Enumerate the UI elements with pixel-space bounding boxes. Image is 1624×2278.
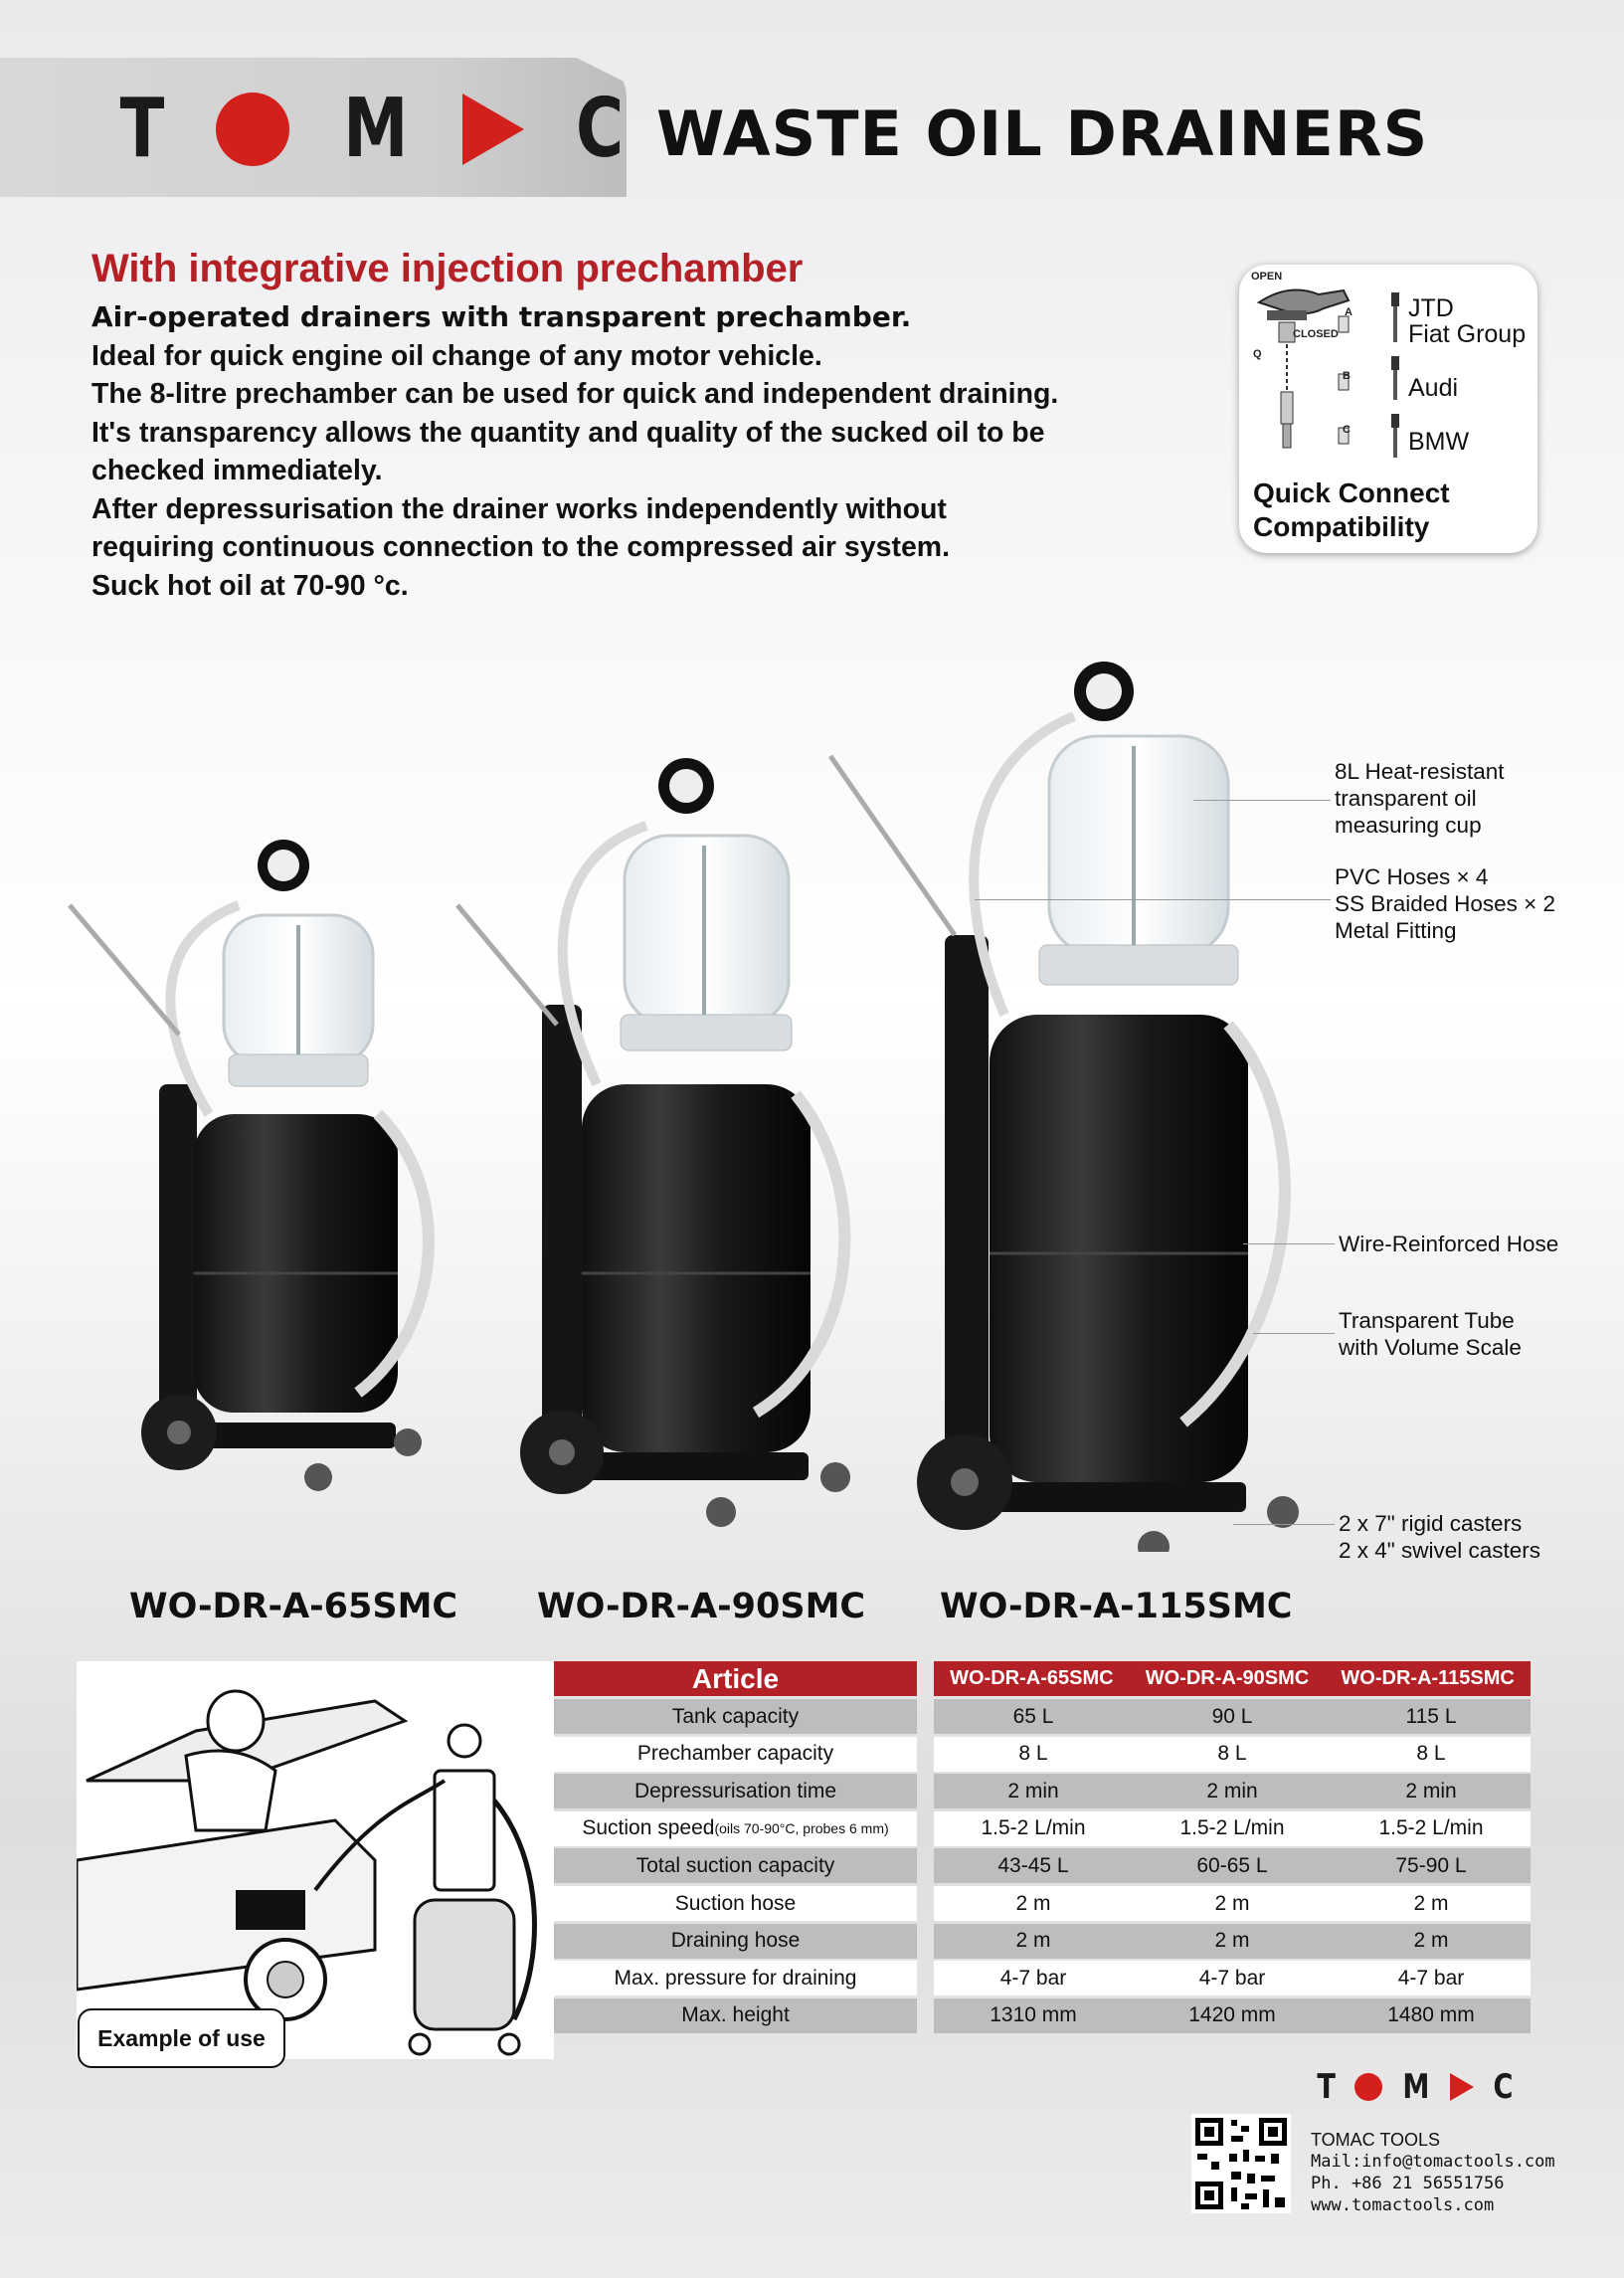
table-row — [554, 1961, 1560, 1995]
table-cell: 1.5-2 L/min — [934, 1811, 1133, 1846]
qr-code-icon[interactable] — [1191, 2114, 1291, 2213]
qc-jtd-label: JTD — [1408, 294, 1454, 322]
row-label-text: Suction hose — [674, 1891, 797, 1915]
logo-letter-t: T — [1317, 2067, 1336, 2107]
intro-line: Ideal for quick engine oil change of any motor vehicle. — [91, 339, 822, 372]
logo-letter-m: M — [1402, 2067, 1430, 2107]
article-header: Article — [554, 1661, 917, 1696]
callout-line — [1233, 1524, 1335, 1525]
table-row — [554, 1774, 1560, 1808]
row-label — [554, 1924, 917, 1959]
qc-audi-label: Audi — [1408, 374, 1459, 402]
table-cell: 8 L — [934, 1737, 1133, 1772]
tomac-logo — [114, 82, 630, 176]
table-cell: 2 m — [1332, 1886, 1531, 1921]
callout-text: measuring cup — [1335, 813, 1482, 838]
callout-hoses — [1335, 863, 1555, 944]
callout-text: 8L Heat-resistant — [1335, 759, 1505, 784]
table-cell: 2 m — [1133, 1924, 1332, 1959]
logo-letter-t: T — [119, 82, 165, 176]
table-cell: 43-45 L — [934, 1848, 1133, 1883]
intro-line: After depressurisation the drainer works independently without — [91, 492, 947, 525]
example-of-use-image — [77, 1661, 554, 2059]
table-cell: 60-65 L — [1133, 1848, 1332, 1883]
callout-text: transparent oil — [1335, 786, 1477, 811]
row-label — [554, 1886, 917, 1921]
callout-text: with Volume Scale — [1339, 1335, 1522, 1360]
table-cell: 8 L — [1332, 1737, 1531, 1772]
logo-red-circle-icon — [1353, 2072, 1383, 2102]
intro-text — [91, 298, 1215, 605]
callout-text: PVC Hoses × 4 — [1335, 864, 1489, 889]
intro-line: Air-operated drainers with transparent prechamber. — [91, 300, 912, 333]
qc-key-a: A — [1345, 306, 1353, 318]
row-label-text: Depressurisation time — [633, 1779, 837, 1803]
table-cell: 1420 mm — [1133, 1998, 1332, 2033]
model-name: WO-DR-A-90SMC — [537, 1587, 866, 1626]
table-cell: 65 L — [934, 1699, 1133, 1734]
row-label — [554, 1848, 917, 1883]
drainer-115-image — [830, 662, 1299, 1552]
callout-text: SS Braided Hoses × 2 — [1335, 891, 1556, 916]
drainer-90-image — [457, 758, 850, 1527]
table-row — [554, 1924, 1560, 1959]
table-col-header: WO-DR-A-65SMC — [950, 1667, 1114, 1689]
table-row — [554, 1998, 1560, 2033]
row-label-text: Total suction capacity — [635, 1853, 835, 1877]
callout-transparent-tube — [1339, 1307, 1522, 1361]
table-cell: 75-90 L — [1332, 1848, 1531, 1883]
drainer-65-image — [70, 840, 429, 1491]
contact-website[interactable]: www.tomactools.com — [1311, 2195, 1495, 2215]
qc-key-c: C — [1343, 424, 1351, 436]
row-label — [554, 1699, 917, 1734]
callout-text: Metal Fitting — [1335, 918, 1457, 943]
table-row — [554, 1886, 1560, 1921]
table-col-header: WO-DR-A-115SMC — [1341, 1667, 1515, 1689]
table-cell: 2 min — [1332, 1774, 1531, 1808]
row-label — [554, 1961, 917, 1995]
row-label-text: Max. pressure for draining — [614, 1966, 857, 1990]
callout-wire-hose — [1339, 1231, 1558, 1257]
callout-text: Wire-Reinforced Hose — [1339, 1232, 1559, 1256]
table-model-headers — [934, 1661, 1531, 1696]
table-row — [554, 1848, 1560, 1883]
example-label: Example of use — [78, 2008, 285, 2068]
jtd-fitting-icon — [1388, 292, 1402, 344]
audi-fitting-icon — [1388, 356, 1402, 402]
intro-line: It's transparency allows the quantity and quality of the sucked oil to be — [91, 416, 1045, 449]
quick-coupler-icon — [1249, 273, 1378, 472]
callout-text: 2 x 4" swivel casters — [1339, 1538, 1541, 1563]
qc-title-line: Compatibility — [1253, 511, 1430, 542]
row-label-text: Draining hose — [670, 1929, 801, 1953]
callout-line — [1243, 1243, 1335, 1244]
table-cell: 90 L — [1133, 1699, 1332, 1734]
table-cell: 1.5-2 L/min — [1133, 1811, 1332, 1846]
logo-letter-m: M — [343, 82, 409, 176]
table-cell: 2 m — [934, 1886, 1133, 1921]
table-row — [554, 1699, 1560, 1734]
model-name: WO-DR-A-65SMC — [129, 1587, 458, 1626]
example-sketch — [77, 1661, 554, 2059]
table-cell: 1310 mm — [934, 1998, 1133, 2033]
table-cell: 4-7 bar — [934, 1961, 1133, 1995]
callout-line — [1253, 1333, 1335, 1334]
logo-letter-c: C — [575, 82, 624, 176]
table-cell: 2 min — [934, 1774, 1133, 1808]
model-name: WO-DR-A-115SMC — [940, 1587, 1293, 1626]
contact-mail[interactable]: Mail:info@tomactools.com — [1311, 2152, 1555, 2172]
qc-title — [1253, 476, 1450, 544]
table-cell: 4-7 bar — [1133, 1961, 1332, 1995]
table-cell: 1.5-2 L/min — [1332, 1811, 1531, 1846]
row-label — [554, 1998, 917, 2033]
callout-line — [1193, 800, 1331, 801]
bmw-fitting-icon — [1388, 414, 1402, 460]
table-row — [554, 1737, 1560, 1772]
logo-red-triangle-icon — [1449, 2072, 1475, 2102]
intro-line: checked immediately. — [91, 455, 383, 486]
qc-bmw-label: BMW — [1408, 428, 1470, 456]
callout-text: 2 x 7" rigid casters — [1339, 1511, 1523, 1536]
logo-red-triangle-icon — [460, 92, 526, 167]
table-cell: 1480 mm — [1332, 1998, 1531, 2033]
qc-q-label: Q — [1253, 348, 1262, 360]
table-cell: 2 min — [1133, 1774, 1332, 1808]
contact-phone: Ph. +86 21 56551756 — [1311, 2174, 1505, 2193]
logo-red-circle-icon — [214, 91, 291, 168]
company-name: TOMAC TOOLS — [1311, 2130, 1441, 2150]
quick-connect-box — [1239, 265, 1537, 553]
intro-line: The 8-litre prechamber can be used for quick and independent draining. — [91, 378, 1059, 410]
callout-measuring-cup — [1335, 758, 1505, 839]
row-label-text: Max. height — [681, 2003, 790, 2027]
intro-line: Suck hot oil at 70-90 °c. — [91, 569, 409, 602]
table-cell: 115 L — [1332, 1699, 1531, 1734]
row-label — [554, 1737, 917, 1772]
contact-info — [1311, 2129, 1555, 2216]
qc-closed-label: CLOSED — [1293, 328, 1339, 340]
table-cell: 4-7 bar — [1332, 1961, 1531, 1995]
qc-open-label: OPEN — [1251, 271, 1283, 283]
table-header-row — [554, 1661, 1560, 1696]
footer-logo — [1315, 2067, 1516, 2107]
callout-casters — [1339, 1510, 1540, 1564]
row-label — [554, 1811, 917, 1846]
callout-line — [975, 899, 1331, 900]
qc-key-b: B — [1343, 370, 1351, 382]
callout-text: Transparent Tube — [1339, 1308, 1515, 1333]
row-label-note: (oils 70-90°C, probes 6 mm) — [714, 1820, 889, 1837]
table-col-header: WO-DR-A-90SMC — [1145, 1667, 1310, 1689]
intro-line: requiring continuous connection to the compressed air system. — [91, 531, 951, 563]
table-cell: 2 m — [934, 1924, 1133, 1959]
subtitle: With integrative injection prechamber — [91, 247, 804, 290]
table-cell: 2 m — [1332, 1924, 1531, 1959]
row-label-text: Suction speed — [582, 1816, 715, 1840]
qc-fiat-label: Fiat Group — [1408, 320, 1527, 348]
row-label — [554, 1774, 917, 1808]
table-cell: 8 L — [1133, 1737, 1332, 1772]
table-row — [554, 1811, 1560, 1846]
table-cell: 2 m — [1133, 1886, 1332, 1921]
row-label-text: Tank capacity — [671, 1704, 800, 1728]
page-title: WASTE OIL DRAINERS — [656, 97, 1429, 170]
row-label-text: Prechamber capacity — [636, 1742, 834, 1766]
logo-letter-c: C — [1493, 2067, 1514, 2107]
qc-title-line: Quick Connect — [1253, 477, 1450, 508]
